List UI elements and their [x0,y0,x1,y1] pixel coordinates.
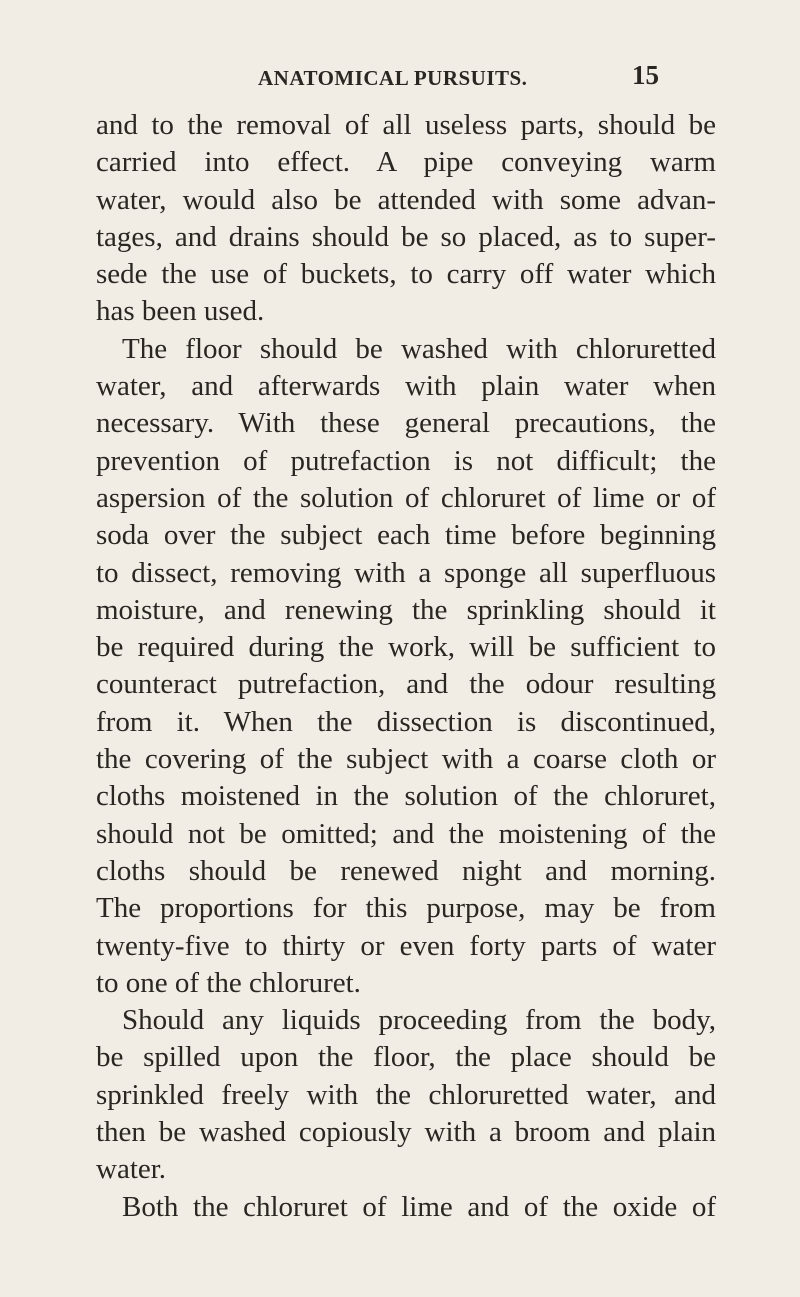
text-line: Should any liquids proceeding from the body, [122,1004,716,1037]
text-line: twenty-five to thirty or even forty parts of water [96,929,716,962]
text-line: prevention of putrefaction is not difficult; the [96,444,716,477]
text-line: moisture, and renewing the sprinkling should it [96,593,716,626]
text-line: Both the chloruret of lime and of the oxide of [122,1190,716,1223]
text-line: has been used. [96,295,265,328]
text-line: be required during the work, will be sufficient to [96,631,716,664]
body-text [96,107,716,1226]
text-line: water, would also be attended with some advan- [96,183,716,216]
text-line: sprinkled freely with the chloruretted water, and [96,1078,716,1111]
text-line: the covering of the subject with a coarse cloth or [96,743,716,776]
text-line: be spilled upon the floor, the place should be [96,1041,716,1074]
text-line: The floor should be washed with chloruretted [122,332,716,365]
text-line: cloths moistened in the solution of the chloruret, [96,780,716,813]
text-line: The proportions for this purpose, may be from [96,892,716,925]
text-line: water. [96,1153,167,1186]
text-line: and to the removal of all useless parts, should be [96,109,716,141]
text-line: from it. When the dissection is discontinued, [96,705,716,738]
text-line: sede the use of buckets, to carry off water which [96,258,716,291]
text-line: soda over the subject each time before beginning [96,519,716,552]
text-line: water, and afterwards with plain water when [96,370,716,403]
text-line: tages, and drains should be so placed, as to super- [96,220,716,253]
page-header [0,60,800,100]
text-line: then be washed copiously with a broom and plain [96,1116,716,1149]
text-line: cloths should be renewed night and morning. [96,854,716,887]
text-line: to one of the chloruret. [96,966,361,999]
running-head: ANATOMICAL PURSUITS. [258,66,528,90]
text-line: to dissect, removing with a sponge all superfluous [96,556,716,589]
text-line: carried into effect. A pipe conveying warm [96,146,716,179]
text-line: counteract putrefaction, and the odour resulting [96,668,716,701]
text-line: should not be omitted; and the moistening of the [96,817,716,850]
text-line: necessary. With these general precautions, the [96,407,716,440]
text-line: aspersion of the solution of chloruret of lime or of [96,481,716,514]
page-number: 15 [632,60,659,90]
